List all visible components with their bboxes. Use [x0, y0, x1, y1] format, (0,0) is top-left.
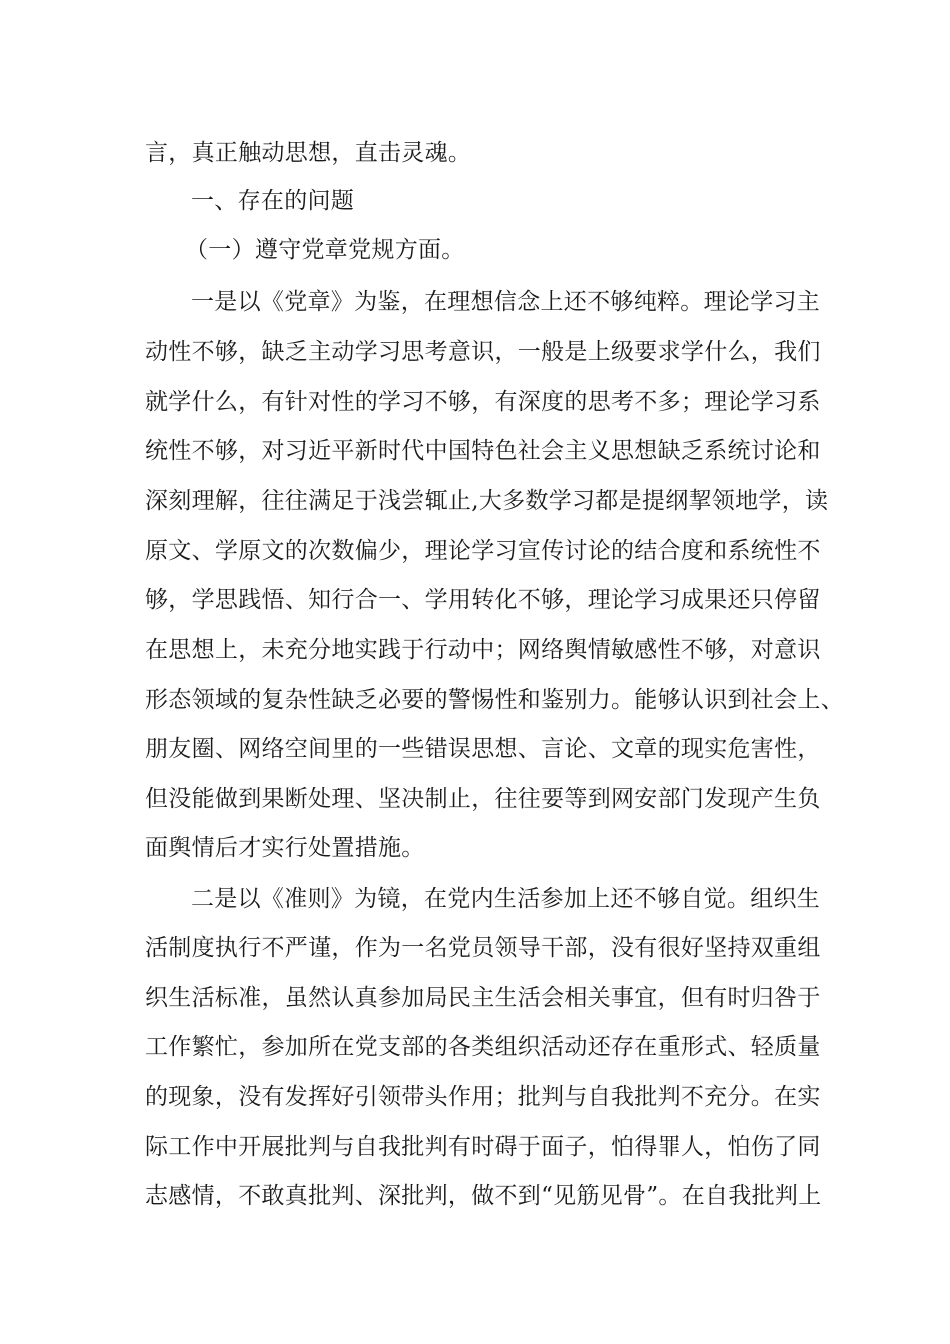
text-line: 统性不够，对习近平新时代中国特色社会主义思想缺乏系统讨论和	[145, 438, 821, 464]
paragraph-first-line: 二是以《准则》为镜，在党内生活参加上还不够自觉。组织生	[191, 886, 821, 912]
paragraph-first-line: 一是以《党章》为鉴，在理想信念上还不够纯粹。理论学习主	[191, 289, 821, 315]
subsection-heading: （一）遵守党章党规方面。	[185, 237, 465, 263]
text-line: 深刻理解，往往满足于浅尝辄止,大多数学习都是提纲挈领地学，读	[145, 488, 829, 514]
text-line: 际工作中开展批判与自我批判有时碍于面子，怕得罪人，怕伤了同	[145, 1134, 821, 1160]
text-line: 的现象，没有发挥好引领带头作用；批判与自我批判不充分。在实	[145, 1084, 821, 1110]
text-line: 在思想上，未充分地实践于行动中；网络舆情敏感性不够，对意识	[145, 637, 821, 663]
text-line: 朋友圈、网络空间里的一些错误思想、言论、文章的现实危害性，	[145, 736, 821, 762]
text-line: 言，真正触动思想，直击灵魂。	[145, 140, 472, 166]
text-line: 形态领域的复杂性缺乏必要的警惕性和鉴别力。能够认识到社会上、	[145, 687, 844, 713]
text-line: 动性不够，缺乏主动学习思考意识，一般是上级要求学什么，我们	[145, 339, 821, 365]
text-line: 但没能做到果断处理、坚决制止，往往要等到网安部门发现产生负	[145, 786, 821, 812]
text-line: 志感情，不敢真批判、深批判，做不到“见筋见骨”。在自我批判上	[145, 1183, 822, 1209]
text-line: 面舆情后才实行处置措施。	[145, 835, 425, 861]
text-line: 原文、学原文的次数偏少，理论学习宣传讨论的结合度和系统性不	[145, 538, 821, 564]
text-line: 够，学思践悟、知行合一、学用转化不够，理论学习成果还只停留	[145, 587, 821, 613]
text-line: 就学什么，有针对性的学习不够，有深度的思考不多；理论学习系	[145, 389, 821, 415]
text-line: 织生活标准，虽然认真参加局民主生活会相关事宜，但有时归咎于	[145, 985, 821, 1011]
text-line: 工作繁忙，参加所在党支部的各类组织活动还存在重形式、轻质量	[145, 1034, 821, 1060]
section-heading: 一、存在的问题	[191, 188, 355, 214]
text-line: 活制度执行不严谨，作为一名党员领导干部，没有很好坚持双重组	[145, 935, 821, 961]
